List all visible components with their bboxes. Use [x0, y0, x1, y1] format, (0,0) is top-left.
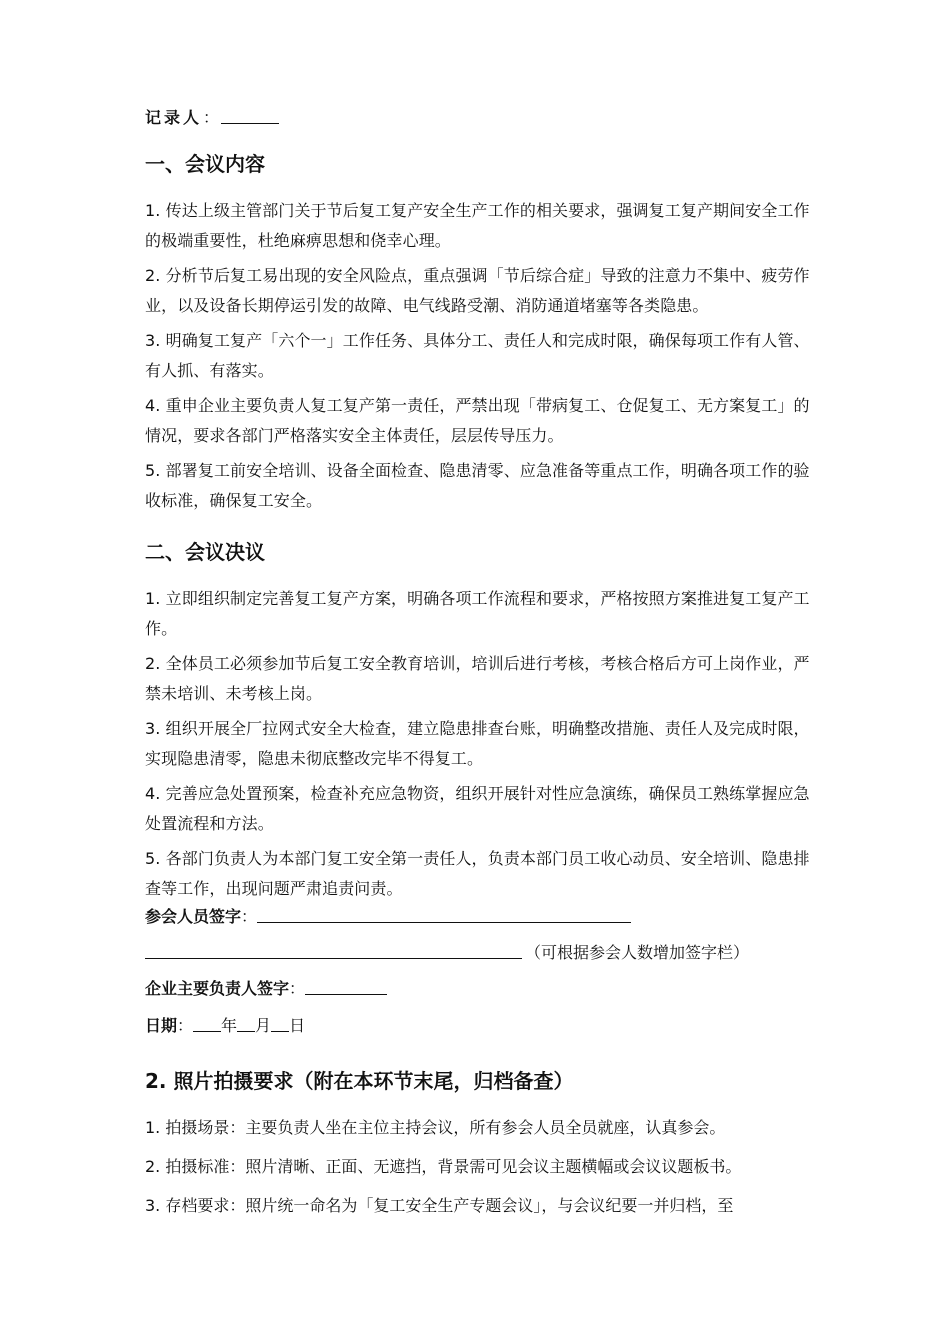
content-item: 4. 重申企业主要负责人复工复产第一责任，严禁出现「带病复工、仓促复工、无方案复工」的情况，要求各部门严格落实安全主体责任，层层传导压力。: [145, 396, 810, 445]
leader-colon: ：: [289, 979, 306, 998]
day-blank[interactable]: [271, 1019, 289, 1032]
year-label: 年: [221, 1016, 238, 1035]
date-colon: ：: [177, 1016, 194, 1035]
content-item: 2. 分析节后复工易出现的安全风险点，重点强调「节后综合症」导致的注意力不集中、疲劳作业，以及设备长期停运引发的故障、电气线路受潮、消防通道堵塞等各类隐患。: [145, 266, 810, 315]
date-line: [145, 1018, 810, 1034]
section-title-content: 一、会议内容: [145, 152, 265, 176]
year-blank[interactable]: [193, 1019, 221, 1032]
attendees-signature-line: [145, 909, 810, 925]
extra-signature-note: （可根据参会人数增加签字栏）: [525, 943, 750, 962]
content-item: 5. 部署复工前安全培训、设备全面检查、隐患清零、应急准备等重点工作，明确各项工作的验收标准，确保复工安全。: [145, 461, 810, 510]
month-label: 月: [255, 1016, 272, 1035]
photo-requirements-title: 2. 照片拍摄要求（附在本环节末尾，归档备查）: [145, 1069, 574, 1093]
photo-requirement-item: 1. 拍摄场景：主要负责人坐在主位主持会议，所有参会人员全员就座，认真参会。: [145, 1118, 726, 1137]
leader-signature-blank[interactable]: [305, 982, 387, 995]
resolution-item: 3. 组织开展全厂拉网式安全大检查，建立隐患排查台账，明确整改措施、责任人及完成时限，实现隐患清零，隐患未彻底整改完毕不得复工。: [145, 719, 810, 768]
attendees-signature-blank[interactable]: [257, 910, 631, 923]
resolution-item: 1. 立即组织制定完善复工复产方案，明确各项工作流程和要求，严格按照方案推进复工复产工作。: [145, 589, 810, 638]
resolution-item: 2. 全体员工必须参加节后复工安全教育培训，培训后进行考核，考核合格后方可上岗作业，严禁未培训、未考核上岗。: [145, 654, 810, 703]
recorder-colon: ：: [203, 108, 220, 127]
leader-signature-label: 企业主要负责人签字: [145, 979, 290, 998]
resolution-item: 4. 完善应急处置预案，检查补充应急物资，组织开展针对性应急演练，确保员工熟练掌握应急处置流程和方法。: [145, 784, 810, 833]
date-label: 日期: [145, 1016, 178, 1035]
content-item: 3. 明确复工复产「六个一」工作任务、具体分工、责任人和完成时限，确保每项工作有人管、有人抓、有落实。: [145, 331, 810, 380]
recorder-label: 记录人: [145, 108, 203, 127]
recorder-line: [145, 110, 810, 126]
recorder-blank[interactable]: [221, 110, 279, 124]
attendees-colon: ：: [241, 907, 258, 926]
photo-requirement-item: 2. 拍摄标准：照片清晰、正面、无遮挡，背景需可见会议主题横幅或会议议题板书。: [145, 1157, 742, 1176]
day-label: 日: [289, 1016, 306, 1035]
month-blank[interactable]: [237, 1019, 255, 1032]
extra-signature-blank[interactable]: [145, 946, 522, 959]
resolution-item: 5. 各部门负责人为本部门复工安全第一责任人，负责本部门员工收心动员、安全培训、隐患排查等工作，出现问题严肃追责问责。: [145, 849, 810, 898]
attendees-signature-label: 参会人员签字: [145, 907, 242, 926]
extra-signature-line: [145, 945, 810, 961]
photo-requirement-item: 3. 存档要求：照片统一命名为「复工安全生产专题会议」，与会议纪要一并归档，至: [145, 1196, 734, 1215]
document-page: [145, 110, 810, 1230]
content-item: 1. 传达上级主管部门关于节后复工复产安全生产工作的相关要求，强调复工复产期间安全工作的极端重要性，杜绝麻痹思想和侥幸心理。: [145, 201, 810, 250]
leader-signature-line: [145, 981, 810, 997]
section-title-resolution: 二、会议决议: [145, 540, 265, 564]
